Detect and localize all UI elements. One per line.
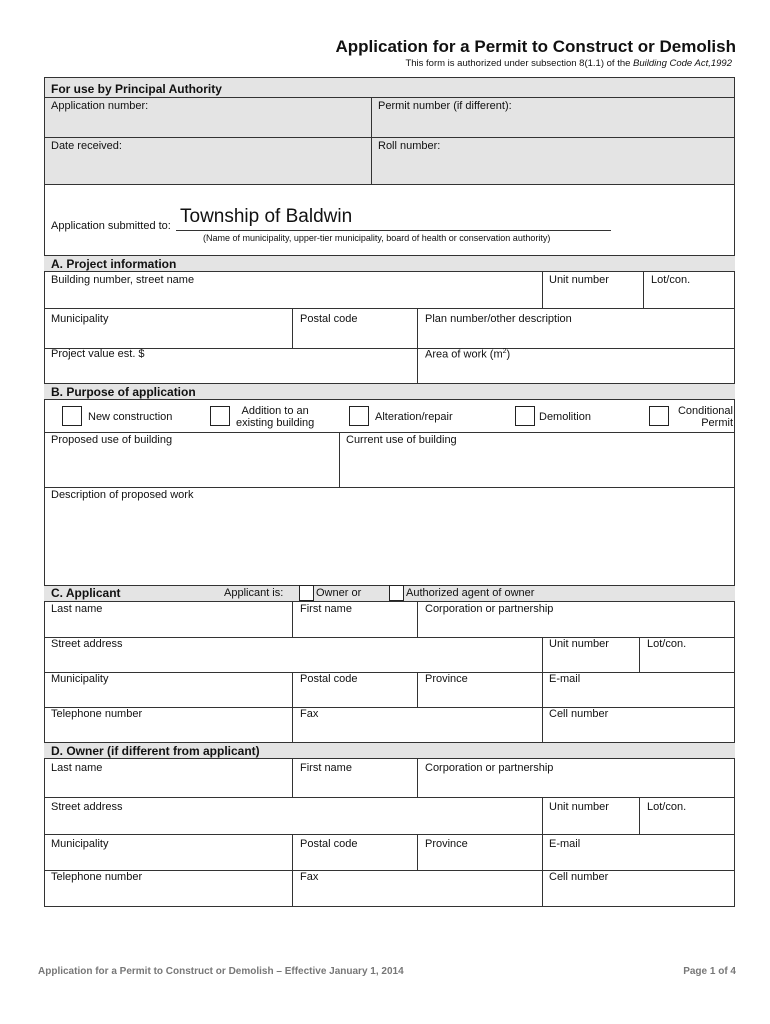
divider: [417, 834, 418, 870]
owner-checkbox[interactable]: [299, 585, 314, 601]
divider: [44, 97, 735, 98]
divider: [639, 797, 640, 834]
municipality-field[interactable]: Municipality: [51, 673, 109, 685]
submitted-to-note: (Name of municipality, upper-tier municipality, board of health or conservation authority): [203, 233, 551, 243]
owner-fax-field[interactable]: Fax: [300, 871, 319, 883]
owner-municipality-field[interactable]: Municipality: [51, 838, 109, 850]
conditional-permit-checkbox[interactable]: [649, 406, 669, 426]
fax-field[interactable]: Fax: [300, 708, 319, 720]
new-construction-label: New construction: [88, 411, 173, 423]
divider: [44, 348, 735, 349]
divider: [292, 308, 293, 348]
email-field[interactable]: E-mail: [549, 673, 581, 685]
submitted-to-value[interactable]: Township of Baldwin: [180, 206, 353, 227]
application-number-field[interactable]: Application number:: [51, 100, 149, 112]
owner-cell-number-field[interactable]: Cell number: [549, 871, 609, 883]
lot-con-field[interactable]: Lot/con.: [651, 274, 691, 286]
addition-label: [236, 405, 314, 429]
description-field[interactable]: Description of proposed work: [51, 489, 194, 501]
owner-province-field[interactable]: Province: [425, 838, 468, 850]
divider: [417, 308, 418, 383]
divider: [44, 184, 735, 185]
addition-label-line1: Addition to an: [241, 405, 309, 417]
owner-label: Owner or: [316, 587, 362, 599]
submitted-to-label: Application submitted to:: [51, 220, 171, 232]
municipality-field[interactable]: Municipality: [51, 313, 109, 325]
street-address-field[interactable]: Street address: [51, 638, 123, 650]
divider: [292, 759, 293, 797]
first-name-field[interactable]: First name: [300, 603, 352, 615]
divider: [417, 601, 418, 637]
subtitle-act: Building Code Act,1992: [633, 58, 732, 69]
owner-last-name-field[interactable]: Last name: [51, 762, 103, 774]
divider: [417, 759, 418, 797]
applicant-is-label: Applicant is:: [224, 587, 284, 599]
owner-email-field[interactable]: E-mail: [549, 838, 581, 850]
divider: [44, 834, 735, 835]
owner-corporation-field[interactable]: Corporation or partnership: [425, 762, 554, 774]
alteration-label: Alteration/repair: [375, 411, 453, 423]
divider: [417, 672, 418, 707]
telephone-field[interactable]: Telephone number: [51, 708, 143, 720]
divider: [643, 271, 644, 308]
authorized-agent-checkbox[interactable]: [389, 585, 404, 601]
footer-text: Application for a Permit to Construct or Demolish – Effective January 1, 2014: [38, 966, 404, 977]
divider: [371, 97, 372, 184]
form-title: Application for a Permit to Construct or Demolish: [335, 37, 736, 56]
owner-unit-number-field[interactable]: Unit number: [549, 801, 609, 813]
divider: [639, 637, 640, 672]
proposed-use-field[interactable]: Proposed use of building: [51, 434, 173, 446]
conditional-label-line1: Conditional: [677, 405, 733, 417]
section-b-heading: B. Purpose of application: [51, 385, 196, 399]
authority-heading: For use by Principal Authority: [51, 82, 222, 96]
plan-number-field[interactable]: Plan number/other description: [425, 313, 572, 325]
section-a-heading: A. Project information: [51, 257, 177, 271]
owner-postal-code-field[interactable]: Postal code: [300, 838, 358, 850]
lot-con-field[interactable]: Lot/con.: [647, 638, 687, 650]
area-superscript: 2: [502, 348, 507, 355]
corporation-field[interactable]: Corporation or partnership: [425, 603, 554, 615]
divider: [44, 432, 735, 433]
owner-street-address-field[interactable]: Street address: [51, 801, 123, 813]
area-of-work-field[interactable]: [425, 348, 510, 361]
form-subtitle: [405, 58, 732, 69]
section-d-heading: D. Owner (if different from applicant): [51, 744, 260, 758]
building-street-field[interactable]: Building number, street name: [51, 274, 195, 286]
divider: [44, 707, 735, 708]
new-construction-checkbox[interactable]: [62, 406, 82, 426]
demolition-label: Demolition: [539, 411, 591, 423]
unit-number-field[interactable]: Unit number: [549, 274, 609, 286]
divider: [44, 797, 735, 798]
roll-number-field[interactable]: Roll number:: [378, 140, 441, 152]
divider: [542, 637, 543, 672]
area-label: Area of work (m: [425, 348, 503, 361]
divider: [542, 271, 543, 308]
page-number: Page 1 of 4: [683, 966, 736, 977]
divider: [44, 637, 735, 638]
conditional-label-line2: Permit: [701, 417, 733, 429]
last-name-field[interactable]: Last name: [51, 603, 103, 615]
submitted-to-underline: [176, 230, 611, 231]
section-c-heading: C. Applicant: [51, 586, 121, 600]
owner-first-name-field[interactable]: First name: [300, 762, 352, 774]
postal-code-field[interactable]: Postal code: [300, 673, 358, 685]
unit-number-field[interactable]: Unit number: [549, 638, 609, 650]
divider: [44, 672, 735, 673]
province-field[interactable]: Province: [425, 673, 468, 685]
divider: [292, 601, 293, 637]
authorized-agent-label: Authorized agent of owner: [406, 587, 535, 599]
divider: [44, 137, 735, 138]
project-value-field[interactable]: Project value est. $: [51, 348, 145, 360]
subtitle-text: This form is authorized under subsection 8(1.1) of the: [405, 58, 634, 69]
owner-telephone-field[interactable]: Telephone number: [51, 871, 143, 883]
current-use-field[interactable]: Current use of building: [346, 434, 457, 446]
demolition-checkbox[interactable]: [515, 406, 535, 426]
addition-label-line2: existing building: [236, 417, 315, 429]
postal-code-field[interactable]: Postal code: [300, 313, 358, 325]
area-close: ): [506, 348, 511, 361]
alteration-checkbox[interactable]: [349, 406, 369, 426]
owner-lot-con-field[interactable]: Lot/con.: [647, 801, 687, 813]
divider: [44, 487, 735, 488]
divider: [339, 432, 340, 487]
cell-number-field[interactable]: Cell number: [549, 708, 609, 720]
date-received-field[interactable]: Date received:: [51, 140, 122, 152]
conditional-permit-label: [678, 405, 733, 429]
divider: [542, 797, 543, 834]
permit-number-field[interactable]: Permit number (if different):: [378, 100, 512, 112]
divider: [44, 308, 735, 309]
addition-checkbox[interactable]: [210, 406, 230, 426]
divider: [44, 870, 735, 871]
